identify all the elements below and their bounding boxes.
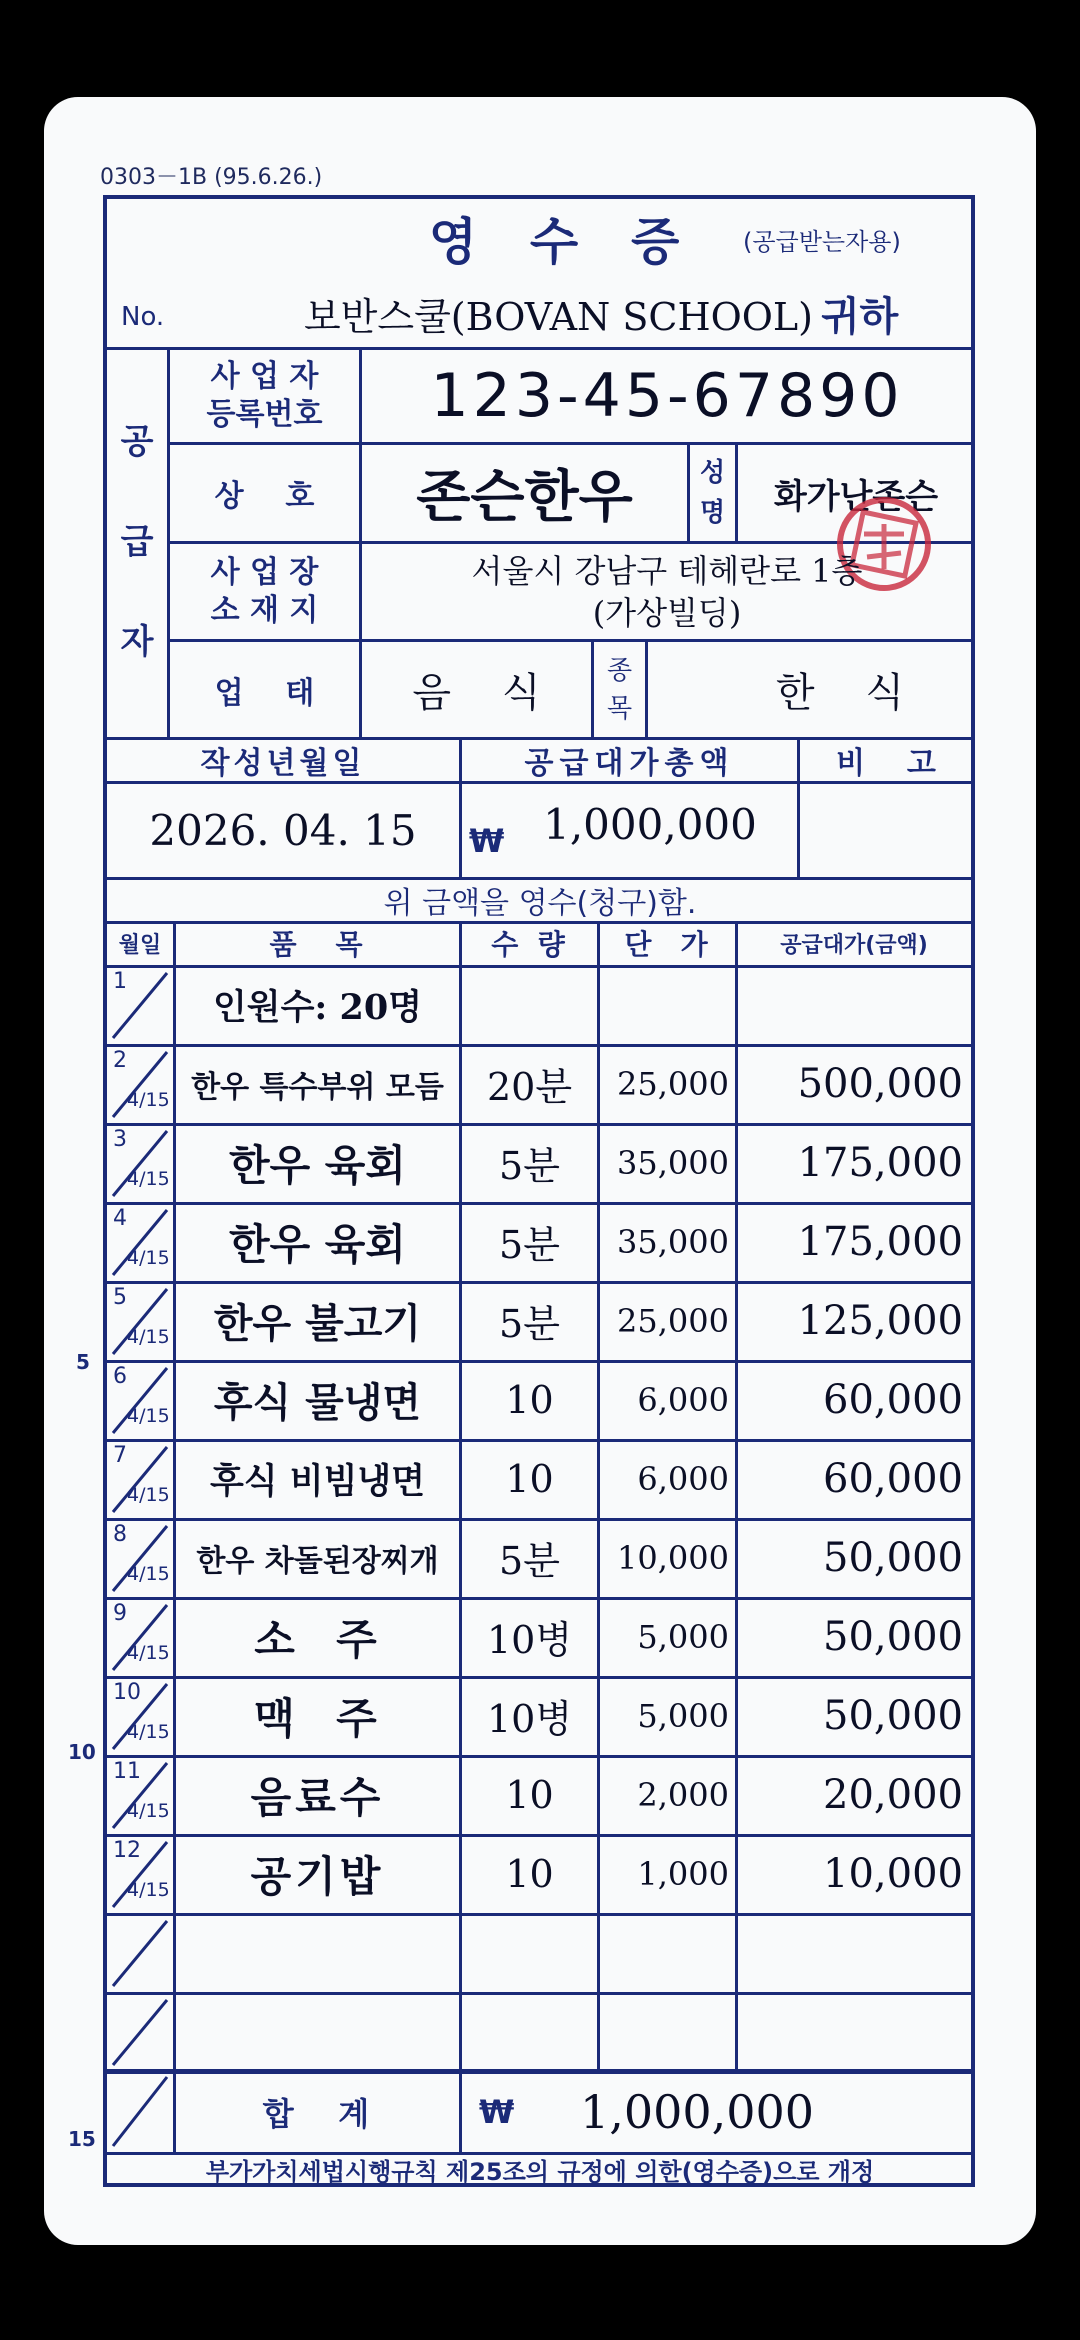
row-date xyxy=(127,2037,173,2067)
item-unit-price xyxy=(600,1992,735,2071)
item-name xyxy=(176,1913,459,1992)
form-code: 0303－1B (95.6.26.) xyxy=(100,165,323,190)
item-name: 후식 비빔냉면 xyxy=(209,1460,426,1502)
item-unit-price: 6,000 xyxy=(637,1459,729,1498)
item-qty: 10 xyxy=(505,1772,554,1817)
trade-name-value: 존슨한우 xyxy=(416,464,633,530)
reg-label-line2: 등록번호 xyxy=(206,396,323,432)
item-name: 한우 육회 xyxy=(229,1140,406,1190)
item-amount: 60,000 xyxy=(823,1455,963,1502)
col-qty-header: 수 량 xyxy=(491,928,565,961)
row-number: 10 xyxy=(113,1680,141,1705)
remark-label: 비 고 xyxy=(836,746,936,781)
margin-number-10: 10 xyxy=(68,1740,96,1764)
item-qty: 10 xyxy=(505,1456,554,1501)
row-date: 4/15 xyxy=(127,1089,170,1111)
legal-footer-note: 부가가치세법시행규칙 제25조의 규정에 의한(영수증)으로 개정 xyxy=(205,2157,875,2186)
receipt-form xyxy=(103,195,975,2187)
address-value xyxy=(362,544,972,639)
col-date-header: 월일 xyxy=(118,932,162,958)
item-name xyxy=(176,1992,459,2071)
row-date: 4/15 xyxy=(127,1721,170,1743)
category-value: 한 식 xyxy=(775,670,905,716)
row-date: 4/15 xyxy=(127,1405,170,1427)
item-name: 음료수 xyxy=(250,1772,385,1822)
row-number: 8 xyxy=(113,1522,127,1547)
row-number: 2 xyxy=(113,1048,127,1073)
won-symbol: ₩ xyxy=(469,821,505,860)
item-qty: 10병 xyxy=(486,1697,573,1741)
item-amount: 50,000 xyxy=(823,1613,963,1660)
item-amount: 50,000 xyxy=(823,1534,963,1581)
business-type-label: 업 태 xyxy=(214,675,315,711)
margin-number-15: 15 xyxy=(68,2127,96,2151)
address-label xyxy=(170,544,359,639)
row-number: 4 xyxy=(113,1206,127,1231)
item-name: 한우 차돌된장찌개 xyxy=(196,1543,439,1579)
item-amount: 500,000 xyxy=(797,1060,963,1107)
row-number: 9 xyxy=(113,1601,127,1626)
total-amount-label: 공급대가총액 xyxy=(524,746,735,781)
address-label-line1: 사 업 장 xyxy=(210,554,319,590)
item-amount: 50,000 xyxy=(823,1692,963,1739)
reg-label-line1: 사 업 자 xyxy=(210,358,319,394)
item-unit-price xyxy=(600,965,735,1044)
total-date-diagonal xyxy=(107,2069,173,2152)
copy-note: (공급받는자용) xyxy=(743,227,901,256)
item-amount: 175,000 xyxy=(797,1139,963,1186)
item-unit-price: 25,000 xyxy=(617,1064,729,1103)
category-label-1: 종 xyxy=(606,655,633,686)
item-qty: 10 xyxy=(505,1851,554,1896)
item-qty: 5분 xyxy=(499,1539,560,1583)
issue-date-value: 2026. 04. 15 xyxy=(149,806,417,855)
col-amount-header: 공급대가(금액) xyxy=(780,932,928,958)
row-date xyxy=(127,1010,173,1040)
item-unit-price: 2,000 xyxy=(637,1775,729,1814)
row-number: 5 xyxy=(113,1285,127,1310)
item-name: 맥 주 xyxy=(254,1693,381,1743)
row-number: 3 xyxy=(113,1127,127,1152)
sum-won-symbol: ₩ xyxy=(479,2093,515,2131)
row-number xyxy=(113,1917,153,1947)
address-line2: (가상빌딩) xyxy=(592,593,742,632)
item-amount: 10,000 xyxy=(823,1850,963,1897)
item-amount xyxy=(738,1992,973,2071)
item-name: 후식 물냉면 xyxy=(213,1379,422,1426)
item-name: 한우 특수부위 모듬 xyxy=(191,1069,444,1105)
row-date: 4/15 xyxy=(127,1563,170,1585)
item-unit-price xyxy=(600,1913,735,1992)
item-unit-price: 5,000 xyxy=(637,1696,729,1735)
address-label-line2: 소 재 지 xyxy=(210,592,319,628)
row-date: 4/15 xyxy=(127,1326,170,1348)
item-qty: 20분 xyxy=(486,1065,573,1109)
trade-name-label: 상 호 xyxy=(214,479,315,514)
item-name: 소 주 xyxy=(254,1614,381,1664)
item-qty: 5분 xyxy=(499,1144,560,1188)
reg-number-value: 123-45-67890 xyxy=(430,360,904,431)
item-amount: 60,000 xyxy=(823,1376,963,1423)
honorific: 귀하 xyxy=(821,293,899,340)
row-number: 1 xyxy=(113,969,127,994)
no-label: No. xyxy=(121,302,165,332)
business-type-value: 음 식 xyxy=(412,670,541,716)
col-item-header: 품 목 xyxy=(269,928,363,961)
item-unit-price: 25,000 xyxy=(617,1301,729,1340)
row-number: 12 xyxy=(113,1838,141,1863)
item-qty: 10 xyxy=(505,1377,554,1422)
rep-label-2: 명 xyxy=(699,498,726,528)
row-date: 4/15 xyxy=(127,1168,170,1190)
item-unit-price: 10,000 xyxy=(617,1538,729,1577)
item-qty xyxy=(462,1992,597,2071)
row-date: 4/15 xyxy=(127,1800,170,1822)
item-unit-price: 35,000 xyxy=(617,1143,729,1182)
supplier-char-2: 급 xyxy=(120,522,154,562)
total-amount-value: 1,000,000 xyxy=(543,799,757,849)
address-line1: 서울시 강남구 테헤란로 1층 xyxy=(471,551,863,590)
row-date: 4/15 xyxy=(127,1484,170,1506)
item-qty xyxy=(462,1913,597,1992)
item-amount: 175,000 xyxy=(797,1218,963,1265)
item-amount xyxy=(738,965,973,1044)
margin-number-5: 5 xyxy=(76,1350,90,1374)
item-name: 한우 불고기 xyxy=(213,1300,422,1347)
row-number: 6 xyxy=(113,1364,127,1389)
row-date: 4/15 xyxy=(127,1247,170,1269)
row-date: 4/15 xyxy=(127,1642,170,1664)
rep-label-1: 성 xyxy=(699,458,726,488)
date-label: 작성년월일 xyxy=(200,746,366,781)
sum-amount-value: 1,000,000 xyxy=(579,2085,815,2139)
receipt-statement: 위 금액을 영수(청구)함. xyxy=(383,886,697,921)
item-qty xyxy=(462,965,597,1044)
row-number xyxy=(113,1996,153,2026)
item-name: 한우 육회 xyxy=(229,1219,406,1269)
remark-value xyxy=(800,784,972,877)
row-date: 4/15 xyxy=(127,1879,170,1901)
item-unit-price: 5,000 xyxy=(637,1617,729,1656)
item-name: 공기밥 xyxy=(250,1851,385,1901)
row-number: 11 xyxy=(113,1759,141,1784)
item-amount: 20,000 xyxy=(823,1771,963,1818)
sum-label: 합 계 xyxy=(262,2095,370,2133)
row-number: 7 xyxy=(113,1443,127,1468)
customer-name: 보반스쿨(BOVAN SCHOOL) xyxy=(303,294,813,339)
item-unit-price: 1,000 xyxy=(637,1854,729,1893)
supplier-char-1: 공 xyxy=(120,422,154,462)
supplier-side-label xyxy=(107,347,167,737)
item-name: 인원수: 20명 xyxy=(212,986,423,1028)
item-qty: 10병 xyxy=(486,1618,573,1662)
supplier-char-3: 자 xyxy=(120,622,154,662)
row-date xyxy=(127,1958,173,1988)
item-qty: 5분 xyxy=(499,1302,560,1346)
rep-name-value: 화가난존슨 xyxy=(773,476,939,517)
col-price-header: 단 가 xyxy=(624,928,708,961)
item-unit-price: 35,000 xyxy=(617,1222,729,1261)
category-label-2: 목 xyxy=(606,693,633,724)
item-unit-price: 6,000 xyxy=(637,1380,729,1419)
item-amount: 125,000 xyxy=(797,1297,963,1344)
item-qty: 5분 xyxy=(499,1223,560,1267)
category-label xyxy=(594,642,645,737)
rep-name-label xyxy=(690,445,735,541)
receipt-title: 영 수 증 xyxy=(428,212,686,271)
item-amount xyxy=(738,1913,973,1992)
reg-number-label xyxy=(170,349,359,442)
